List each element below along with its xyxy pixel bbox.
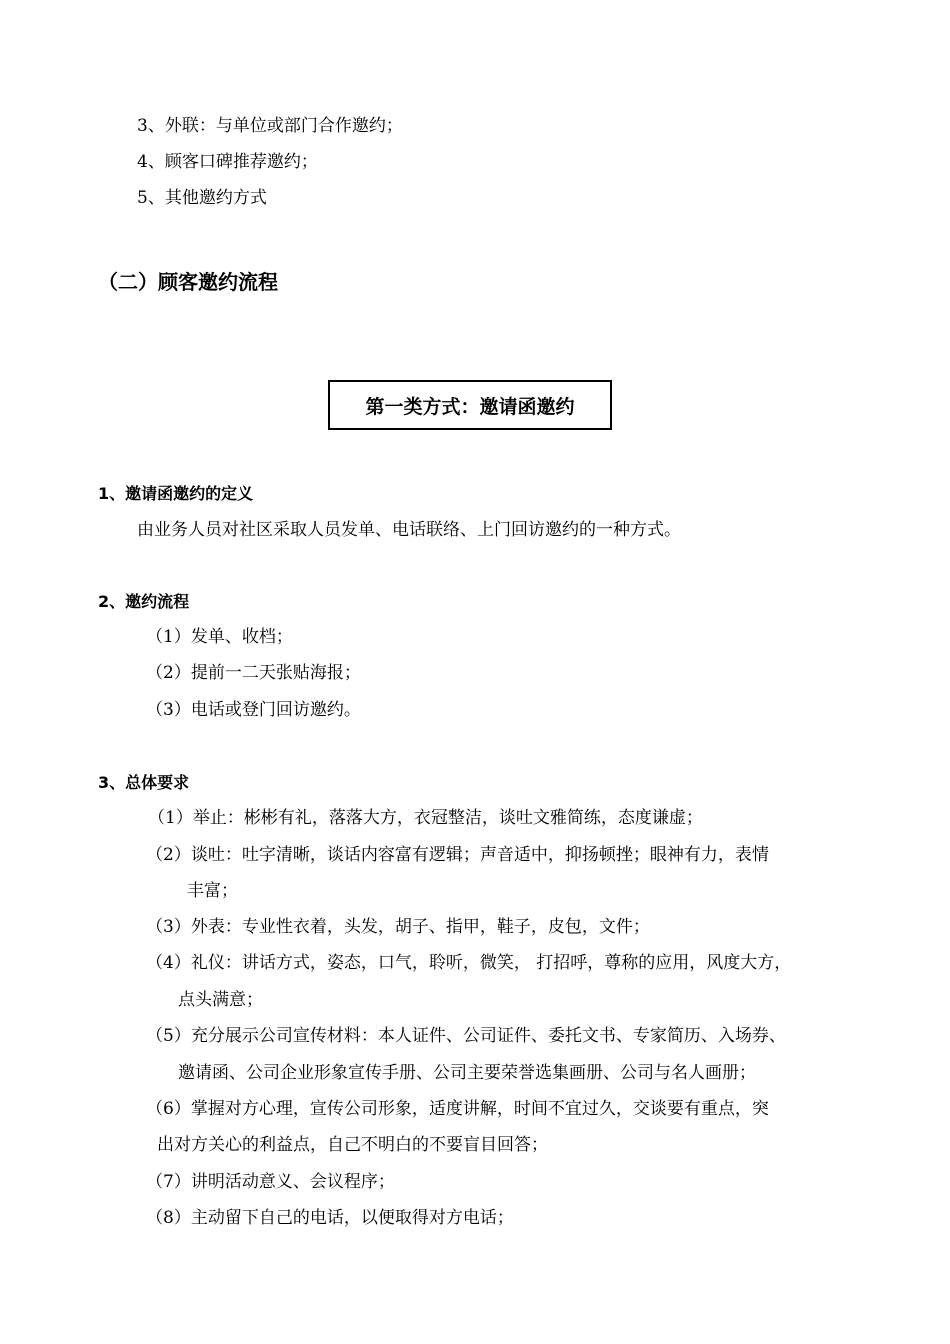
- requirement-line: （7）讲明活动意义、会议程序；: [146, 1172, 395, 1192]
- requirement-line: （6）掌握对方心理，宣传公司形象，适度讲解，时间不宜过久，交谈要有重点，突: [146, 1099, 769, 1119]
- list-item: 5、其他邀约方式: [137, 188, 267, 208]
- list-item: 4、顾客口碑推荐邀约；: [137, 152, 318, 172]
- requirement-line: 丰富；: [187, 881, 238, 901]
- process-item: （1）发单、收档；: [146, 627, 293, 647]
- requirement-line: （3）外表：专业性衣着，头发，胡子、指甲，鞋子，皮包，文件；: [146, 917, 650, 937]
- requirements-heading: 3、总体要求: [98, 773, 190, 792]
- requirement-line: （2）谈吐：吐字清晰，谈话内容富有逻辑；声音适中，抑扬顿挫；眼神有力，表情: [146, 845, 769, 865]
- requirement-line: （5）充分展示公司宣传材料：本人证件、公司证件、委托文书、专家简历、入场券、: [146, 1026, 786, 1046]
- process-item: （3）电话或登门回访邀约。: [146, 700, 361, 720]
- process-item: （2）提前一二天张贴海报；: [146, 663, 361, 683]
- requirement-line: （8）主动留下自己的电话，以便取得对方电话；: [146, 1208, 514, 1228]
- list-item: 3、外联：与单位或部门合作邀约；: [137, 116, 403, 136]
- definition-heading: 1、邀请函邀约的定义: [98, 484, 254, 503]
- requirement-line: 邀请函、公司企业形象宣传手册、公司主要荣誉选集画册、公司与名人画册；: [178, 1063, 756, 1083]
- process-heading: 2、邀约流程: [98, 592, 190, 611]
- requirement-line: （1）举止：彬彬有礼，落落大方，衣冠整洁，谈吐文雅简练，态度谦虚；: [148, 808, 703, 828]
- requirement-line: 点头满意；: [178, 990, 263, 1010]
- definition-text: 由业务人员对社区采取人员发单、电话联络、上门回访邀约的一种方式。: [137, 520, 681, 540]
- section-title: （二）顾客邀约流程: [98, 270, 278, 294]
- requirement-line: （4）礼仪：讲话方式，姿态，口气，聆听，微笑， 打招呼，尊称的应用，风度大方，: [146, 953, 792, 973]
- requirement-line: 出对方关心的利益点，自己不明白的不要盲目回答；: [157, 1135, 548, 1155]
- method-box-title: 第一类方式：邀请函邀约: [328, 380, 612, 430]
